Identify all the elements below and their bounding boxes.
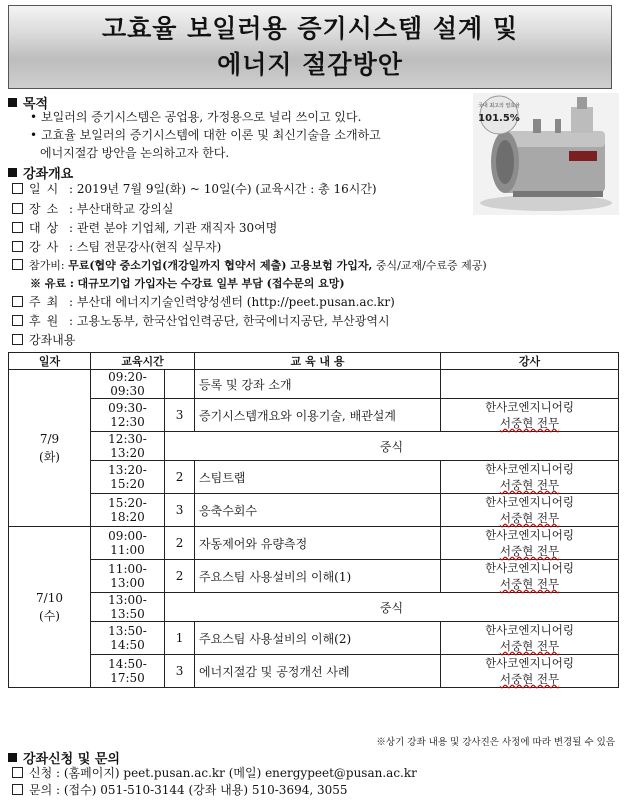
content-cell: 응축수회수 bbox=[195, 494, 441, 527]
purpose-heading: 목적 bbox=[8, 93, 48, 112]
time-cell: 13:50-14:50 bbox=[91, 622, 165, 655]
table-row bbox=[9, 622, 619, 655]
header-instructor: 강사 bbox=[441, 353, 619, 370]
table-row bbox=[9, 655, 619, 688]
hours-cell: 2 bbox=[165, 461, 195, 494]
checkbox-icon bbox=[12, 767, 23, 778]
purpose-bullet-2: • 고효율 보일러의 증기시스템에 대한 이론 및 최신기술을 소개하고 bbox=[30, 128, 381, 142]
table-row bbox=[9, 494, 619, 527]
content-cell: 주요스팀 사용설비의 이해(2) bbox=[195, 622, 441, 655]
table-row bbox=[9, 593, 619, 622]
time-cell: 09:00-11:00 bbox=[91, 527, 165, 560]
instructor-cell: 한사코엔지니어링 서중현 전무 bbox=[441, 461, 619, 494]
instructor-cell: 한사코엔지니어링 서중현 전무 bbox=[441, 560, 619, 593]
checkbox-icon bbox=[12, 259, 23, 270]
lunch-cell: 중식 bbox=[165, 432, 619, 461]
checkbox-icon bbox=[12, 334, 23, 345]
instructor-cell: 한사코엔지니어링 서중현 전무 bbox=[441, 494, 619, 527]
checkbox-icon bbox=[12, 203, 23, 214]
overview-paid-note: ※ 유료 : 대규모기업 가입자는 수강료 일부 부담 (접수문의 요망) bbox=[30, 277, 345, 290]
instructor-cell: 한사코엔지니어링 서중현 전무 bbox=[441, 527, 619, 560]
checkbox-icon bbox=[12, 315, 23, 326]
square-bullet-icon bbox=[8, 168, 17, 177]
hours-cell: 2 bbox=[165, 560, 195, 593]
boiler-illustration bbox=[473, 93, 619, 215]
table-row bbox=[9, 461, 619, 494]
hours-cell: 3 bbox=[165, 399, 195, 432]
schedule-note: ※상기 강좌 내용 및 강사진은 사정에 따라 변경될 수 있음 bbox=[376, 737, 615, 748]
content-cell: 자동제어와 유량측정 bbox=[195, 527, 441, 560]
overview-content-label: 강좌내용 bbox=[12, 332, 75, 348]
table-row bbox=[9, 370, 619, 399]
checkbox-icon bbox=[12, 241, 23, 252]
overview-lecturer: 강사 : 스팀 전문강사(현직 실무자) bbox=[12, 239, 221, 255]
content-cell: 등록 및 강좌 소개 bbox=[195, 370, 441, 399]
time-cell: 13:20-15:20 bbox=[91, 461, 165, 494]
overview-sponsor: 후원 : 고용노동부, 한국산업인력공단, 한국에너지공단, 부산광역시 bbox=[12, 313, 390, 329]
table-row bbox=[9, 527, 619, 560]
square-bullet-icon bbox=[8, 753, 17, 762]
checkbox-icon bbox=[12, 222, 23, 233]
overview-heading: 강좌개요 bbox=[8, 163, 73, 182]
time-cell: 09:30-12:30 bbox=[91, 399, 165, 432]
lunch-cell: 중식 bbox=[165, 593, 619, 622]
overview-fee: 참가비: 무료(협약 중소기업(개강일까지 협약서 제출) 고용보험 가입자, 중식/교재/수료증 제공) bbox=[12, 258, 487, 274]
apply-heading: 강좌신청 및 문의 bbox=[8, 748, 120, 767]
time-cell: 09:20-09:30 bbox=[91, 370, 165, 399]
apply-inquiry: 문의 : (접수) 051-510-3144 (강좌 내용) 510-3694, 3055 bbox=[12, 782, 348, 798]
checkbox-icon bbox=[12, 183, 23, 194]
table-row bbox=[9, 432, 619, 461]
badge-efficiency: 101.5% bbox=[478, 113, 520, 124]
instructor-cell: 한사코엔지니어링 서중현 전무 bbox=[441, 622, 619, 655]
apply-signup: 신청 : (홈페이지) peet.pusan.ac.kr (메일) energypeet@pusan.ac.kr bbox=[12, 765, 417, 781]
square-bullet-icon bbox=[8, 98, 17, 107]
header-time: 교육시간 bbox=[91, 353, 195, 370]
boiler-image bbox=[473, 93, 619, 215]
hours-cell: 3 bbox=[165, 655, 195, 688]
header-content: 교 육 내 용 bbox=[195, 353, 441, 370]
instructor-cell: 한사코엔지니어링 서중현 전무 bbox=[441, 399, 619, 432]
day-cell: 7/9 (화) bbox=[9, 370, 91, 527]
content-cell: 에너지절감 및 공정개선 사례 bbox=[195, 655, 441, 688]
time-cell: 12:30-13:20 bbox=[91, 432, 165, 461]
hours-cell: 2 bbox=[165, 527, 195, 560]
purpose-bullet-1: • 보일러의 증기시스템은 공업용, 가정용으로 널리 쓰이고 있다. bbox=[30, 110, 362, 124]
purpose-bullet-3: 에너지절감 방안을 논의하고자 한다. bbox=[40, 146, 230, 160]
time-cell: 14:50-17:50 bbox=[91, 655, 165, 688]
time-cell: 13:00-13:50 bbox=[91, 593, 165, 622]
title-line-2: 에너지 절감방안 bbox=[217, 50, 403, 79]
hours-cell bbox=[165, 370, 195, 399]
content-cell: 증기시스템개요와 이용기술, 배관설계 bbox=[195, 399, 441, 432]
title-line-1: 고효율 보일러용 증기시스템 설계 및 bbox=[101, 14, 519, 43]
hours-cell: 1 bbox=[165, 622, 195, 655]
checkbox-icon bbox=[12, 296, 23, 307]
content-cell: 주요스팀 사용설비의 이해(1) bbox=[195, 560, 441, 593]
overview-place: 장소 : 부산대학교 강의실 bbox=[12, 201, 173, 217]
header-date: 일자 bbox=[9, 353, 91, 370]
table-row bbox=[9, 560, 619, 593]
overview-target: 대상 : 관련 분야 기업체, 기관 재직자 30여명 bbox=[12, 220, 277, 236]
time-cell: 11:00-13:00 bbox=[91, 560, 165, 593]
hours-cell: 3 bbox=[165, 494, 195, 527]
overview-host: 주최 : 부산대 에너지기술인력양성센터 (http://peet.pusan.ac.kr) bbox=[12, 294, 395, 310]
overview-date: 일시 : 2019년 7월 9일(화) ~ 10일(수) (교육시간 : 총 16시간) bbox=[12, 181, 377, 197]
day-cell: 7/10 (수) bbox=[9, 527, 91, 688]
table-row bbox=[9, 399, 619, 432]
badge-caption: 국내 최고의 열효율 bbox=[478, 103, 520, 109]
content-cell: 스팀트랩 bbox=[195, 461, 441, 494]
instructor-cell: 한사코엔지니어링 서중현 전무 bbox=[441, 655, 619, 688]
title-banner bbox=[8, 5, 612, 89]
table-header-row bbox=[9, 353, 619, 370]
checkbox-icon bbox=[12, 784, 23, 795]
time-cell: 15:20-18:20 bbox=[91, 494, 165, 527]
schedule-table bbox=[8, 352, 619, 688]
instructor-cell bbox=[441, 370, 619, 399]
